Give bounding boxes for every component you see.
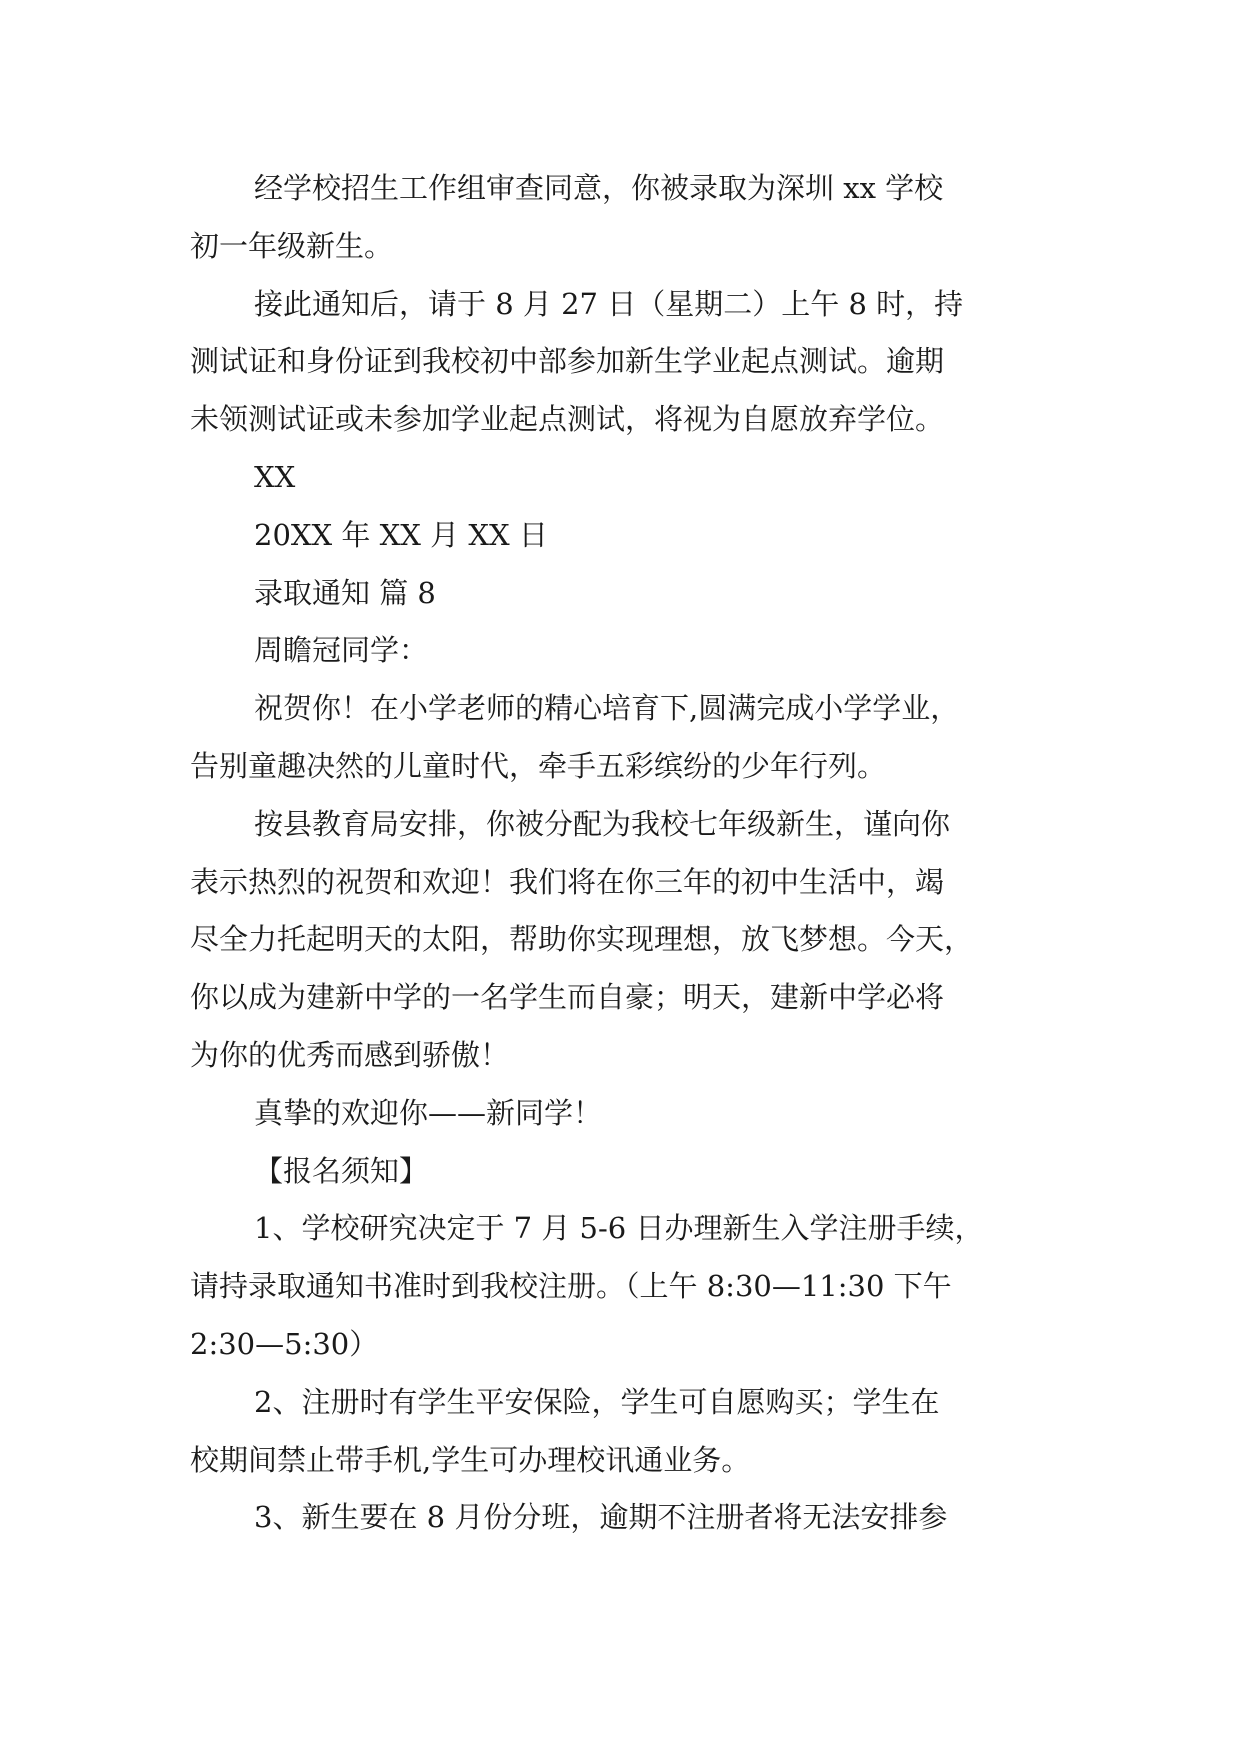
text-line: 接此通知后，请于 8 月 27 日（星期二）上午 8 时，持 [254, 286, 964, 321]
text-line: 未领测试证或未参加学业起点测试，将视为自愿放弃学位。 [190, 402, 945, 437]
signature-name: XX [254, 459, 296, 494]
text-line: 为你的优秀而感到骄傲！ [190, 1037, 510, 1072]
text-line: 2:30—5:30） [190, 1326, 379, 1361]
text-line: 真挚的欢迎你——新同学！ [254, 1095, 603, 1130]
text-line: 请持录取通知书准时到我校注册。（上午 8:30—11:30 下午 [190, 1269, 952, 1304]
list-item: 3、新生要在 8 月份分班，逾期不注册者将无法安排参 [254, 1500, 948, 1535]
subsection-heading: 【报名须知】 [254, 1153, 429, 1188]
text-line: 测试证和身份证到我校初中部参加新生学业起点测试。逾期 [190, 344, 945, 379]
text-line: 经学校招生工作组审查同意，你被录取为深圳 xx 学校 [254, 171, 944, 205]
section-title: 录取通知 篇 8 [254, 575, 436, 610]
text-line: 告别童趣决然的儿童时代，牵手五彩缤纷的少年行列。 [190, 748, 887, 783]
text-line: 表示热烈的祝贺和欢迎！我们将在你三年的初中生活中，竭 [190, 864, 945, 899]
list-item: 1、学校研究决定于 7 月 5-6 日办理新生入学注册手续， [254, 1211, 984, 1246]
text-line: 校期间禁止带手机,学生可办理校讯通业务。 [190, 1442, 751, 1477]
text-line: 按县教育局安排，你被分配为我校七年级新生，谨向你 [254, 806, 951, 841]
text-line: 尽全力托起明天的太阳，帮助你实现理想，放飞梦想。今天， [190, 922, 974, 957]
text-line: 你以成为建新中学的一名学生而自豪；明天，建新中学必将 [190, 980, 945, 1015]
signature-date: 20XX 年 XX 月 XX 日 [254, 517, 548, 552]
text-line: 祝贺你！在小学老师的精心培育下,圆满完成小学学业， [254, 691, 960, 726]
list-item: 2、注册时有学生平安保险，学生可自愿购买；学生在 [254, 1384, 940, 1419]
document-body [190, 160, 1050, 1547]
text-line: 初一年级新生。 [190, 228, 394, 263]
salutation: 周瞻冠同学： [254, 633, 429, 668]
